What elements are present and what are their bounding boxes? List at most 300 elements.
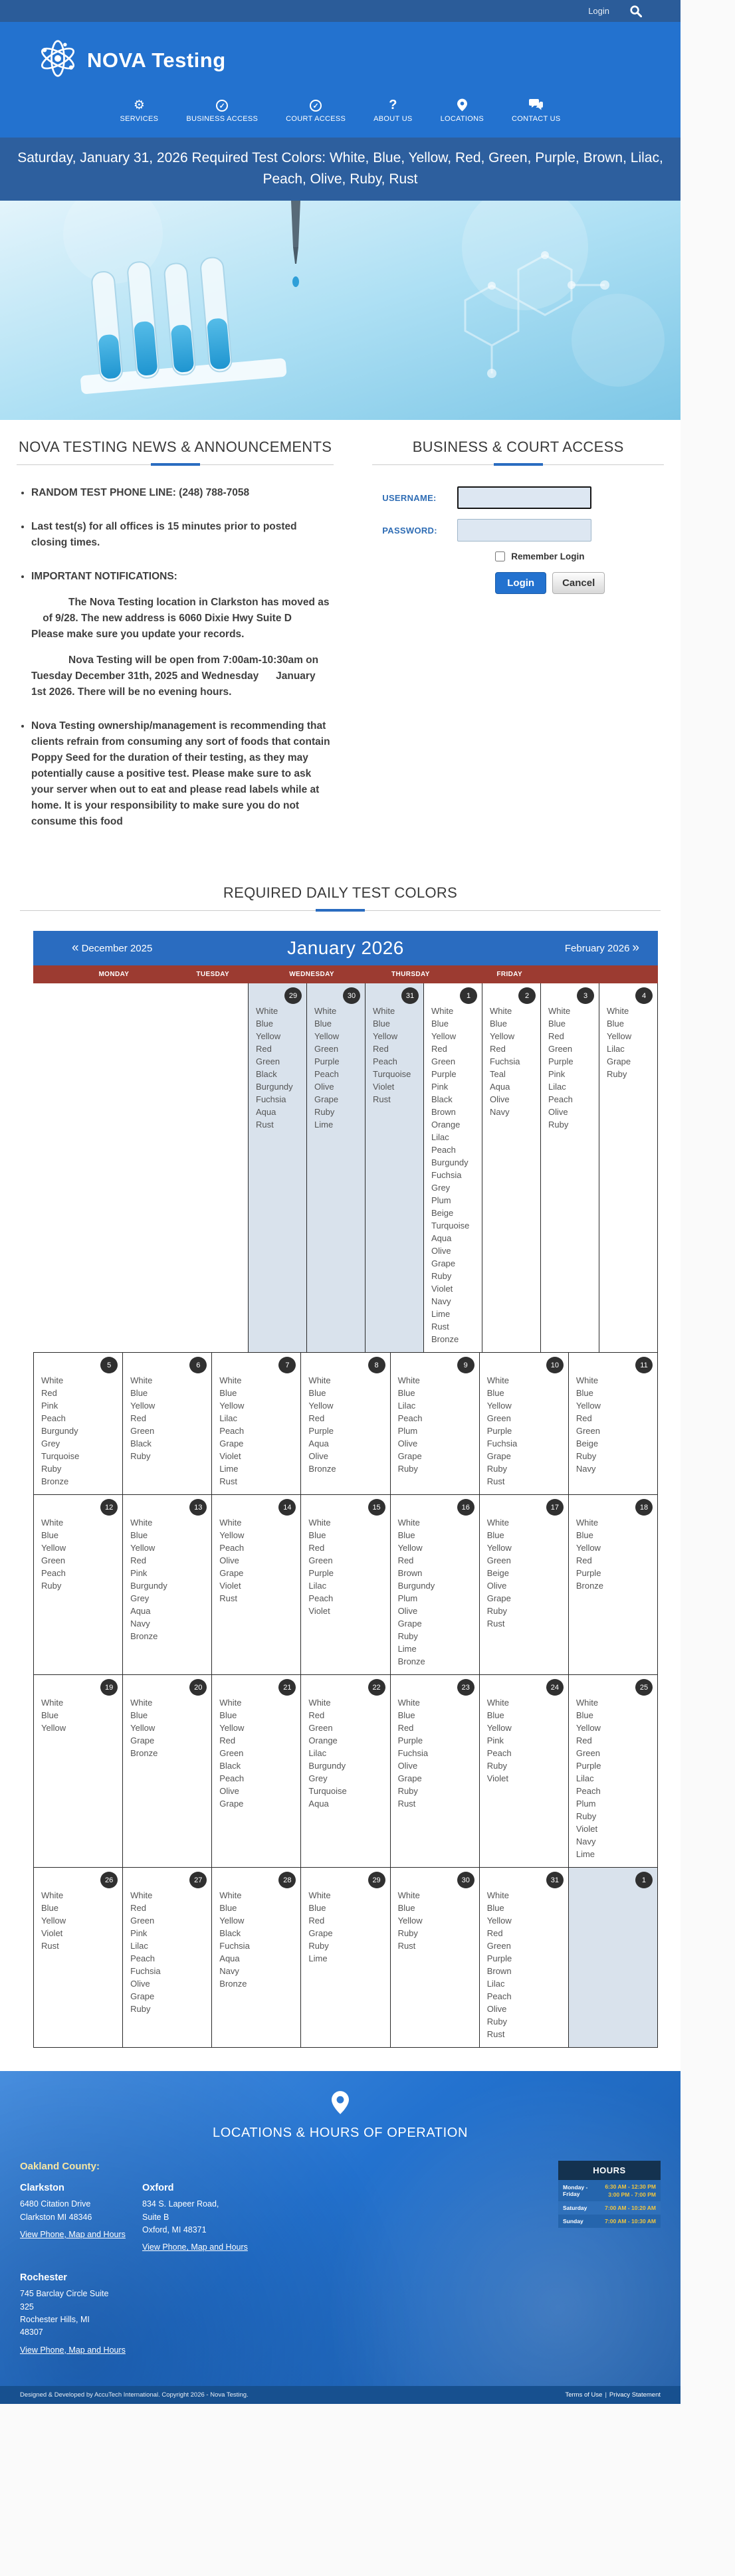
test-color: Red bbox=[397, 1555, 414, 1566]
calendar-section bbox=[0, 878, 681, 2071]
calendar-day-29-other-month bbox=[249, 983, 307, 1353]
test-color: Olive bbox=[314, 1082, 334, 1092]
test-color: White bbox=[490, 1006, 512, 1017]
test-color: Olive bbox=[219, 1786, 239, 1797]
test-color: White bbox=[576, 1375, 599, 1386]
calendar-month-title: January 2026 bbox=[287, 938, 404, 959]
test-color: Ruby bbox=[576, 1811, 597, 1822]
test-color: Rust bbox=[41, 1941, 59, 1951]
day-color-list bbox=[308, 1516, 387, 1617]
day-number-badge: 15 bbox=[368, 1499, 385, 1516]
test-color: Brown bbox=[397, 1568, 423, 1579]
test-color: Red bbox=[130, 1413, 146, 1424]
test-color: Grape bbox=[308, 1928, 333, 1939]
test-color: Green bbox=[130, 1916, 155, 1926]
calendar-day-16 bbox=[391, 1495, 480, 1675]
locations-footer bbox=[0, 2071, 681, 2386]
map-pin-icon bbox=[457, 97, 467, 112]
test-color: Bronze bbox=[308, 1464, 336, 1474]
test-color: Fuchsia bbox=[486, 1438, 518, 1449]
test-color: Burgundy bbox=[397, 1581, 435, 1591]
day-color-list bbox=[219, 1516, 298, 1605]
calendar-day-24 bbox=[480, 1675, 569, 1868]
password-label: PASSWORD: bbox=[382, 525, 437, 536]
test-color: Violet bbox=[486, 1773, 508, 1784]
password-input[interactable] bbox=[457, 519, 591, 542]
calendar-day-17 bbox=[480, 1495, 569, 1675]
test-color: Fuchsia bbox=[431, 1170, 462, 1181]
day-color-list bbox=[576, 1516, 655, 1592]
test-color: Navy bbox=[490, 1107, 510, 1118]
test-color: Olive bbox=[431, 1246, 451, 1256]
day-color-list bbox=[576, 1696, 655, 1860]
test-color: Navy bbox=[431, 1296, 451, 1307]
test-color: Peach bbox=[548, 1094, 573, 1105]
test-color: Yellow bbox=[219, 1916, 245, 1926]
test-color: Grape bbox=[486, 1593, 511, 1604]
calendar-day-25 bbox=[569, 1675, 658, 1868]
day-color-list bbox=[373, 1005, 421, 1106]
legal-link-terms-of-use[interactable]: Terms of Use bbox=[565, 2391, 603, 2399]
news-paragraph: The Nova Testing location in Clarkston has moved as of 9/28. The new address is 6060 Dixie Hwy Suite D Please make sure you update your records. bbox=[31, 597, 330, 641]
test-color: Olive bbox=[548, 1107, 568, 1118]
test-color: Green bbox=[256, 1056, 280, 1067]
test-color: Purple bbox=[314, 1056, 340, 1067]
test-color: Rust bbox=[486, 2029, 505, 2040]
test-color: Purple bbox=[548, 1056, 574, 1067]
nav-item-contact-us[interactable] bbox=[512, 97, 561, 123]
test-color: Red bbox=[256, 1044, 272, 1054]
test-color: Peach bbox=[308, 1593, 334, 1604]
main-content bbox=[0, 420, 681, 878]
question-icon: ? bbox=[389, 98, 397, 112]
calendar-day-8 bbox=[301, 1353, 390, 1495]
test-color: Grey bbox=[431, 1183, 451, 1193]
test-color: Purple bbox=[576, 1761, 601, 1771]
test-color: Brown bbox=[431, 1107, 456, 1118]
test-color: White bbox=[397, 1890, 420, 1901]
test-color: Plum bbox=[397, 1593, 418, 1604]
day-color-list bbox=[490, 1005, 538, 1118]
test-color: Olive bbox=[397, 1606, 418, 1617]
test-color: Grape bbox=[130, 1735, 155, 1746]
test-color: Yellow bbox=[576, 1401, 601, 1411]
test-color: Violet bbox=[373, 1082, 395, 1092]
test-color: Blue bbox=[431, 1019, 449, 1029]
test-color: Aqua bbox=[308, 1438, 329, 1449]
calendar-week-row bbox=[33, 1495, 658, 1675]
calendar-day-18 bbox=[569, 1495, 658, 1675]
calendar-day-12 bbox=[34, 1495, 123, 1675]
location-oxford bbox=[142, 2183, 262, 2254]
calendar-day-1 bbox=[424, 983, 482, 1353]
test-color: Navy bbox=[219, 1966, 239, 1977]
test-color: Purple bbox=[308, 1426, 334, 1437]
day-color-list bbox=[314, 1005, 362, 1131]
test-color: Green bbox=[308, 1555, 333, 1566]
day-color-list bbox=[398, 1516, 476, 1668]
test-color: Turquoise bbox=[41, 1451, 80, 1462]
test-color: Pink bbox=[130, 1568, 148, 1579]
copyright-text: Designed & Developed by AccuTech International. Copyright 2026 - Nova Testing. bbox=[20, 2391, 249, 2399]
test-color: Ruby bbox=[431, 1271, 452, 1282]
check-circle-icon: ✓ bbox=[216, 97, 228, 112]
day-color-list bbox=[487, 1889, 566, 2040]
test-color: Red bbox=[41, 1388, 57, 1399]
test-color: Brown bbox=[486, 1966, 512, 1977]
test-color: Pink bbox=[431, 1082, 449, 1092]
location-name: Clarkston bbox=[20, 2183, 64, 2194]
location-phone-map-hours-link[interactable]: View Phone, Map and Hours bbox=[20, 2230, 126, 2240]
location-name: Oxford bbox=[142, 2183, 174, 2194]
test-color: Ruby bbox=[548, 1120, 569, 1130]
day-number-badge: 13 bbox=[189, 1499, 207, 1516]
test-color: Green bbox=[130, 1426, 155, 1437]
test-color: Green bbox=[486, 1941, 511, 1951]
calendar-week-row bbox=[33, 1868, 658, 2048]
test-color: Burgundy bbox=[41, 1426, 78, 1437]
day-number-badge: 28 bbox=[278, 1872, 296, 1888]
location-address-line: Suite B bbox=[142, 2212, 169, 2222]
legal-link-privacy-statement[interactable]: Privacy Statement bbox=[609, 2391, 661, 2399]
location-name: Rochester bbox=[20, 2272, 67, 2284]
test-color: Olive bbox=[308, 1451, 329, 1462]
daily-colors-banner bbox=[0, 138, 681, 201]
hours-row: Sunday 7:00 AM - 10:30 AM bbox=[558, 2215, 661, 2228]
test-color: Fuchsia bbox=[219, 1941, 250, 1951]
day-number-badge: 3 bbox=[577, 987, 594, 1004]
test-color: Turquoise bbox=[308, 1786, 347, 1797]
calendar-day-14 bbox=[212, 1495, 301, 1675]
test-color: Yellow bbox=[373, 1031, 398, 1042]
calendar-prev-month[interactable]: « December 2025 bbox=[72, 941, 153, 955]
test-color: White bbox=[130, 1518, 153, 1528]
test-color: Black bbox=[219, 1928, 241, 1939]
day-number-badge: 6 bbox=[189, 1357, 207, 1373]
test-color: White bbox=[486, 1375, 509, 1386]
test-color: Blue bbox=[373, 1019, 391, 1029]
day-color-list bbox=[487, 1374, 566, 1488]
remember-login-checkbox[interactable] bbox=[495, 551, 505, 561]
day-color-list bbox=[308, 1696, 387, 1810]
test-color: Yellow bbox=[130, 1723, 156, 1734]
day-color-list bbox=[41, 1696, 120, 1734]
nav-item-services[interactable] bbox=[120, 97, 158, 123]
main-nav bbox=[0, 97, 681, 123]
brand-logo[interactable] bbox=[0, 39, 226, 81]
check-circle-icon: ✓ bbox=[310, 97, 322, 112]
test-color: Grape bbox=[486, 1451, 511, 1462]
calendar-day-4 bbox=[599, 983, 658, 1353]
test-color: Yellow bbox=[431, 1031, 457, 1042]
chat-icon bbox=[529, 97, 543, 112]
test-color: Violet bbox=[219, 1451, 241, 1462]
test-color: White bbox=[308, 1518, 331, 1528]
calendar-day-6 bbox=[123, 1353, 212, 1495]
test-color: Blue bbox=[486, 1388, 504, 1399]
login-button[interactable]: Login bbox=[495, 572, 546, 594]
test-color: Grey bbox=[308, 1773, 328, 1784]
test-color: White bbox=[486, 1890, 509, 1901]
day-color-list bbox=[398, 1374, 476, 1475]
day-number-badge: 9 bbox=[457, 1357, 474, 1373]
test-color: Burgundy bbox=[431, 1157, 469, 1168]
day-number-badge: 5 bbox=[100, 1357, 118, 1373]
test-color: Bronze bbox=[130, 1631, 158, 1642]
test-color: Lilac bbox=[130, 1941, 148, 1951]
test-color: Aqua bbox=[431, 1233, 452, 1244]
test-color: Yellow bbox=[486, 1543, 512, 1553]
footer-title: LOCATIONS & HOURS OF OPERATION bbox=[213, 2126, 468, 2141]
test-color: Violet bbox=[219, 1581, 241, 1591]
calendar-day-30 bbox=[391, 1868, 480, 2048]
test-color: Lilac bbox=[576, 1773, 594, 1784]
day-color-list bbox=[219, 1889, 298, 1990]
nav-item-label: SERVICES bbox=[120, 115, 159, 123]
chevron-right-icon: » bbox=[632, 941, 639, 955]
test-color: White bbox=[548, 1006, 571, 1017]
test-color: Rust bbox=[219, 1476, 238, 1487]
test-color: Blue bbox=[219, 1903, 237, 1914]
day-header-thursday: THURSDAY bbox=[391, 971, 430, 979]
location-phone-map-hours-link[interactable]: View Phone, Map and Hours bbox=[20, 2345, 126, 2355]
test-color: Ruby bbox=[41, 1581, 62, 1591]
test-color: White bbox=[373, 1006, 395, 1017]
test-color: White bbox=[256, 1006, 278, 1017]
test-color: Pink bbox=[130, 1928, 148, 1939]
calendar-day-21 bbox=[212, 1675, 301, 1868]
calendar-day-15 bbox=[301, 1495, 390, 1675]
nav-item-locations[interactable] bbox=[441, 97, 484, 123]
location-address-line: 834 S. Lapeer Road, bbox=[142, 2199, 219, 2209]
test-color: Blue bbox=[576, 1710, 593, 1721]
day-color-list bbox=[130, 1374, 209, 1462]
test-color: Ruby bbox=[314, 1107, 335, 1118]
nav-item-about-us[interactable] bbox=[373, 97, 412, 123]
test-color: Olive bbox=[130, 1979, 150, 1989]
day-color-list bbox=[607, 1005, 655, 1080]
test-color: Blue bbox=[576, 1388, 593, 1399]
test-color: Lilac bbox=[308, 1581, 327, 1591]
test-color: Peach bbox=[373, 1056, 397, 1067]
test-color: White bbox=[576, 1698, 599, 1708]
county-heading: Oakland County: bbox=[20, 2161, 100, 2173]
news-bullet: • RANDOM TEST PHONE LINE: (248) 788-7058 bbox=[31, 485, 330, 501]
test-color: Blue bbox=[219, 1710, 237, 1721]
location-address-line: 745 Barclay Circle Suite bbox=[20, 2289, 109, 2299]
test-color: Bronze bbox=[41, 1476, 69, 1487]
test-color: White bbox=[41, 1890, 64, 1901]
test-color: Lilac bbox=[607, 1044, 625, 1054]
test-color: Aqua bbox=[130, 1606, 151, 1617]
test-color: Blue bbox=[41, 1903, 59, 1914]
calendar-day-11 bbox=[569, 1353, 658, 1495]
test-color: Orange bbox=[308, 1735, 338, 1746]
test-color: White bbox=[219, 1890, 242, 1901]
test-color: Green bbox=[41, 1555, 66, 1566]
calendar-day-5 bbox=[34, 1353, 123, 1495]
day-color-list bbox=[431, 1005, 479, 1345]
test-color: Purple bbox=[308, 1568, 334, 1579]
day-number-badge: 27 bbox=[189, 1872, 207, 1888]
test-color: Blue bbox=[314, 1019, 332, 1029]
test-color: Grape bbox=[219, 1799, 244, 1809]
test-color: Yellow bbox=[41, 1723, 66, 1734]
test-color: Violet bbox=[431, 1284, 453, 1294]
access-login-section bbox=[372, 439, 664, 848]
test-color: Yellow bbox=[130, 1401, 156, 1411]
test-color: Blue bbox=[130, 1710, 148, 1721]
day-color-list bbox=[130, 1516, 209, 1642]
test-color: Blue bbox=[41, 1530, 59, 1541]
test-color: Blue bbox=[486, 1710, 504, 1721]
test-color: Blue bbox=[607, 1019, 625, 1029]
calendar-day-31-other-month bbox=[366, 983, 424, 1353]
nav-item-court-access[interactable] bbox=[286, 97, 346, 123]
test-color: Red bbox=[373, 1044, 389, 1054]
map-pin-icon bbox=[20, 2091, 661, 2118]
test-color: Red bbox=[219, 1735, 236, 1746]
day-number-badge: 10 bbox=[546, 1357, 564, 1373]
username-input[interactable] bbox=[457, 486, 591, 509]
news-list bbox=[17, 465, 334, 830]
day-number-badge: 11 bbox=[635, 1357, 653, 1373]
test-color: Yellow bbox=[41, 1916, 66, 1926]
news-section bbox=[17, 439, 334, 848]
test-color: Rust bbox=[219, 1593, 238, 1604]
access-title: BUSINESS & COURT ACCESS bbox=[372, 439, 664, 465]
calendar-title-bar bbox=[33, 931, 658, 965]
location-address-line: 48307 bbox=[20, 2328, 43, 2337]
day-number-badge: 2 bbox=[518, 987, 536, 1004]
test-color: Yellow bbox=[308, 1401, 334, 1411]
test-color: Navy bbox=[130, 1619, 150, 1629]
test-color: Blue bbox=[41, 1710, 59, 1721]
calendar-weeks bbox=[33, 983, 658, 2048]
test-color: Red bbox=[486, 1928, 503, 1939]
top-utility-bar bbox=[0, 0, 681, 22]
test-color: Peach bbox=[314, 1069, 339, 1080]
test-color: Ruby bbox=[486, 2017, 508, 2027]
day-color-list bbox=[256, 1005, 304, 1131]
test-color: Blue bbox=[308, 1388, 326, 1399]
test-color: Burgundy bbox=[308, 1761, 346, 1771]
test-color: Blue bbox=[130, 1388, 148, 1399]
nav-item-label: LOCATIONS bbox=[440, 115, 484, 123]
test-color: White bbox=[219, 1375, 242, 1386]
test-color: Lilac bbox=[486, 1979, 505, 1989]
calendar-day-1-other-month bbox=[569, 1868, 658, 2048]
test-color: Yellow bbox=[314, 1031, 340, 1042]
test-color: Lime bbox=[397, 1644, 417, 1654]
search-icon[interactable] bbox=[629, 5, 642, 17]
test-color: Yellow bbox=[607, 1031, 632, 1042]
hero-image bbox=[0, 201, 681, 420]
test-color: Peach bbox=[486, 1991, 512, 2002]
test-color: White bbox=[41, 1518, 64, 1528]
test-color: Rust bbox=[256, 1120, 274, 1130]
test-color: Blue bbox=[397, 1530, 415, 1541]
test-color: Blue bbox=[397, 1710, 415, 1721]
test-color: White bbox=[486, 1518, 509, 1528]
test-color: Purple bbox=[576, 1568, 601, 1579]
test-color: Yellow bbox=[130, 1543, 156, 1553]
test-color: Red bbox=[576, 1413, 592, 1424]
nav-item-business-access[interactable] bbox=[186, 97, 258, 123]
calendar-day-19 bbox=[34, 1675, 123, 1868]
day-number-badge: 12 bbox=[100, 1499, 118, 1516]
login-link[interactable]: Login bbox=[588, 6, 609, 16]
test-color: Navy bbox=[576, 1464, 596, 1474]
location-address-line: 6480 Citation Drive bbox=[20, 2199, 91, 2209]
day-number-badge: 1 bbox=[460, 987, 477, 1004]
test-color: Red bbox=[576, 1735, 592, 1746]
test-color: White bbox=[607, 1006, 629, 1017]
test-color: Orange bbox=[431, 1120, 461, 1130]
test-color: White bbox=[314, 1006, 337, 1017]
day-color-list bbox=[308, 1374, 387, 1475]
test-color: Ruby bbox=[486, 1606, 508, 1617]
news-bullet: • Nova Testing ownership/management is recommending that clients refrain from consuming any sort of foods that contain Poppy Seed for the duration of their testing, as they may potentially cause a positive test. Please make sure to ask your server when out to eat and please read labels while at home. It is your responsibility to make sure you do not consume this food bbox=[31, 718, 330, 830]
test-color: Grey bbox=[41, 1438, 60, 1449]
day-number-badge: 30 bbox=[457, 1872, 474, 1888]
test-color: Red bbox=[431, 1044, 447, 1054]
cancel-button[interactable]: Cancel bbox=[552, 572, 605, 594]
test-color: Yellow bbox=[41, 1543, 66, 1553]
day-color-list bbox=[130, 1889, 209, 2015]
location-phone-map-hours-link[interactable]: View Phone, Map and Hours bbox=[142, 2242, 248, 2252]
test-color: Bronze bbox=[397, 1656, 425, 1667]
test-color: Grape bbox=[397, 1451, 422, 1462]
day-color-list bbox=[41, 1374, 120, 1488]
test-color: Blue bbox=[486, 1530, 504, 1541]
day-number-badge: 23 bbox=[457, 1679, 474, 1696]
username-label: USERNAME: bbox=[382, 492, 437, 503]
test-color: Yellow bbox=[219, 1530, 245, 1541]
test-color: Grape bbox=[397, 1619, 422, 1629]
chevron-left-icon: « bbox=[72, 941, 79, 955]
test-color: Peach bbox=[41, 1413, 66, 1424]
test-color: Lime bbox=[219, 1464, 239, 1474]
hours-row: Saturday 7:00 AM - 10:20 AM bbox=[558, 2201, 661, 2215]
calendar-next-month[interactable]: February 2026 » bbox=[564, 941, 639, 955]
day-number-badge: 30 bbox=[343, 987, 360, 1004]
test-color: Violet bbox=[308, 1606, 330, 1617]
test-color: Burgundy bbox=[256, 1082, 293, 1092]
test-color: Green bbox=[314, 1044, 339, 1054]
test-color: Lilac bbox=[308, 1748, 327, 1759]
news-title: NOVA TESTING NEWS & ANNOUNCEMENTS bbox=[17, 439, 334, 465]
test-color: Yellow bbox=[397, 1543, 423, 1553]
calendar-day-26 bbox=[34, 1868, 123, 2048]
test-color: White bbox=[397, 1698, 420, 1708]
day-color-list bbox=[130, 1696, 209, 1759]
test-color: Lilac bbox=[219, 1413, 238, 1424]
test-color: Olive bbox=[397, 1761, 418, 1771]
location-address-line: Oxford, MI 48371 bbox=[142, 2225, 207, 2235]
test-color: Peach bbox=[41, 1568, 66, 1579]
test-color: Purple bbox=[397, 1735, 423, 1746]
test-color: Black bbox=[256, 1069, 277, 1080]
day-color-list bbox=[219, 1374, 298, 1488]
location-rochester bbox=[20, 2272, 126, 2356]
news-paragraph: Nova Testing will be open from 7:00am-10:30am on Tuesday December 31th, 2025 and Wednesday January 1st 2026. There will be no evening hours. bbox=[31, 654, 330, 698]
test-color: Yellow bbox=[576, 1723, 601, 1734]
test-color: White bbox=[308, 1890, 331, 1901]
test-color: Purple bbox=[486, 1426, 512, 1437]
test-color: White bbox=[576, 1518, 599, 1528]
test-color: Peach bbox=[219, 1543, 245, 1553]
